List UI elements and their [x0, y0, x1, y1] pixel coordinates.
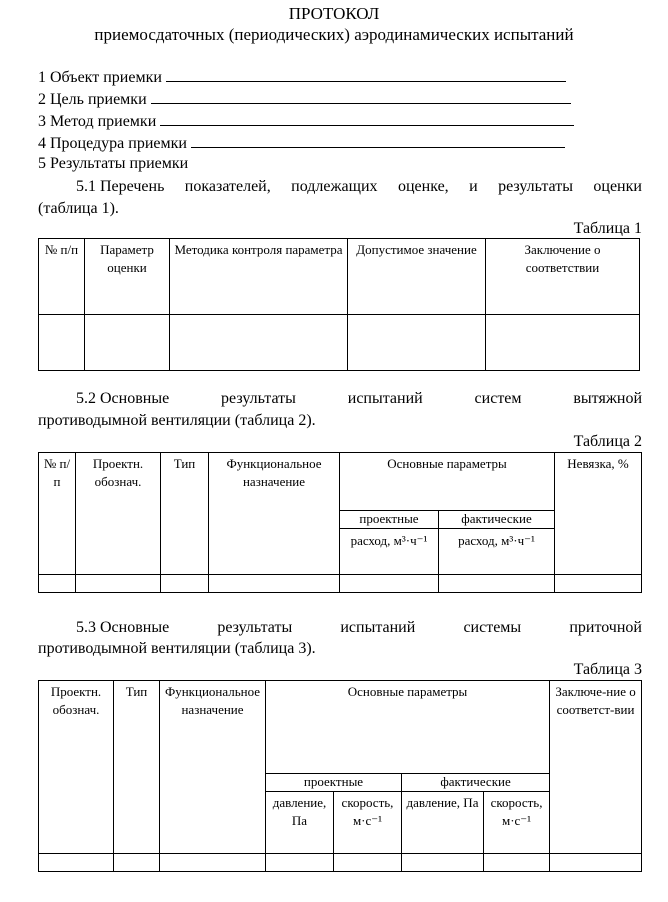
page-subtitle: приемосдаточных (периодических) аэродинамических испытаний: [94, 25, 574, 44]
t3-h-pressure-design: давление, Па: [266, 792, 334, 854]
s51-w3: оценке,: [397, 178, 449, 195]
table3-caption: Таблица 3: [573, 661, 642, 678]
table-cell: [402, 854, 484, 872]
t1-h-allowed: Допустимое значение: [348, 239, 486, 315]
table-cell: [486, 315, 640, 371]
s52-w0: 5.2 Основные: [76, 390, 170, 407]
s51-w4: и: [469, 178, 478, 195]
table1-row: [39, 315, 640, 371]
table2-caption: Таблица 2: [573, 433, 642, 450]
s51-w1: показателей,: [184, 178, 271, 195]
s52-w2: испытаний: [347, 390, 423, 407]
t1-h-param: Параметр оценки: [85, 239, 170, 315]
table-cell: [85, 315, 170, 371]
s51-w5: результаты: [498, 178, 573, 195]
table-cell: [160, 854, 266, 872]
t3-h-actual: фактические: [402, 774, 550, 792]
table-cell: [76, 575, 161, 593]
item-object: [38, 68, 566, 87]
s53-w4: приточной: [569, 619, 642, 636]
s53-w0: 5.3 Основные: [76, 619, 170, 636]
item-method: [38, 112, 574, 131]
item-procedure-blank: [191, 134, 565, 148]
item-object-label: 1 Объект приемки: [38, 69, 162, 86]
item-goal: [38, 90, 571, 109]
section-5-1-line1: [76, 178, 642, 196]
item-object-blank: [166, 68, 566, 82]
section-5-2-line1: [76, 390, 642, 408]
t2-h-design: проектные: [340, 511, 439, 529]
t1-h-method: Методика контроля параметра: [170, 239, 348, 315]
item-method-label: 3 Метод приемки: [38, 113, 157, 130]
table-2: [38, 452, 642, 593]
table-cell: [39, 854, 114, 872]
t2-h-type: Тип: [161, 453, 209, 575]
table-cell: [209, 575, 340, 593]
s52-w1: результаты: [221, 390, 296, 407]
t2-h-actual: фактические: [439, 511, 555, 529]
section-5-1-line2: (таблица 1).: [38, 200, 119, 217]
table-cell: [114, 854, 160, 872]
table1-caption: Таблица 1: [573, 220, 642, 237]
s52-w3: систем: [474, 390, 522, 407]
t2-h-flow-actual: расход, м³·ч⁻¹: [439, 529, 555, 575]
page-title: ПРОТОКОЛ: [288, 4, 380, 23]
t2-h-params: Основные параметры: [340, 453, 555, 511]
s52-w4: вытяжной: [573, 390, 642, 407]
table-cell: [348, 315, 486, 371]
t3-h-speed-design: скорость, м·с⁻¹: [334, 792, 402, 854]
table-cell: [340, 575, 439, 593]
item-procedure-label: 4 Процедура приемки: [38, 135, 187, 152]
t3-h-pressure-actual: давление, Па: [402, 792, 484, 854]
item-procedure: [38, 134, 565, 153]
table-cell: [484, 854, 550, 872]
s53-w1: результаты: [217, 619, 293, 636]
item-goal-blank: [151, 90, 571, 104]
item-results: 5 Результаты приемки: [38, 155, 189, 172]
section-5-3-line2: противодымной вентиляции (таблица 3).: [38, 640, 316, 657]
table2-header-row: [39, 453, 642, 511]
table-cell: [266, 854, 334, 872]
s51-w6: оценки: [593, 178, 642, 195]
table-cell: [555, 575, 642, 593]
t3-h-designation: Проектн. обознач.: [39, 681, 114, 854]
table-1: [38, 238, 640, 371]
table-cell: [161, 575, 209, 593]
table2-row: [39, 575, 642, 593]
s53-w2: испытаний: [340, 619, 416, 636]
table-cell: [39, 315, 85, 371]
section-5-3-line1: [76, 619, 642, 637]
t2-h-function: Функциональное назначение: [209, 453, 340, 575]
t2-h-flow-design: расход, м³·ч⁻¹: [340, 529, 439, 575]
t3-h-design: проектные: [266, 774, 402, 792]
table-cell: [334, 854, 402, 872]
t2-h-no: № п/п: [39, 453, 76, 575]
t3-h-speed-actual: скорость, м·с⁻¹: [484, 792, 550, 854]
t3-h-conclusion: Заключе-ние о соответст-вии: [550, 681, 642, 854]
table-cell: [170, 315, 348, 371]
s51-w0: 5.1 Перечень: [76, 178, 165, 195]
table3-header-row: [39, 681, 642, 774]
table1-header-row: [39, 239, 640, 315]
t1-h-no: № п/п: [39, 239, 85, 315]
t3-h-type: Тип: [114, 681, 160, 854]
table-3: [38, 680, 642, 872]
table-cell: [550, 854, 642, 872]
s53-w3: системы: [463, 619, 522, 636]
s51-w2: подлежащих: [291, 178, 378, 195]
item-goal-label: 2 Цель приемки: [38, 91, 147, 108]
item-method-blank: [160, 112, 574, 126]
t3-h-function: Функциональное назначение: [160, 681, 266, 854]
t2-h-mismatch: Невязка, %: [555, 453, 642, 575]
table-cell: [439, 575, 555, 593]
table-cell: [39, 575, 76, 593]
t3-h-params: Основные параметры: [266, 681, 550, 774]
section-5-2-line2: противодымной вентиляции (таблица 2).: [38, 412, 316, 429]
table3-row: [39, 854, 642, 872]
t1-h-conclusion: Заключение о соответствии: [486, 239, 640, 315]
t2-h-designation: Проектн. обознач.: [76, 453, 161, 575]
